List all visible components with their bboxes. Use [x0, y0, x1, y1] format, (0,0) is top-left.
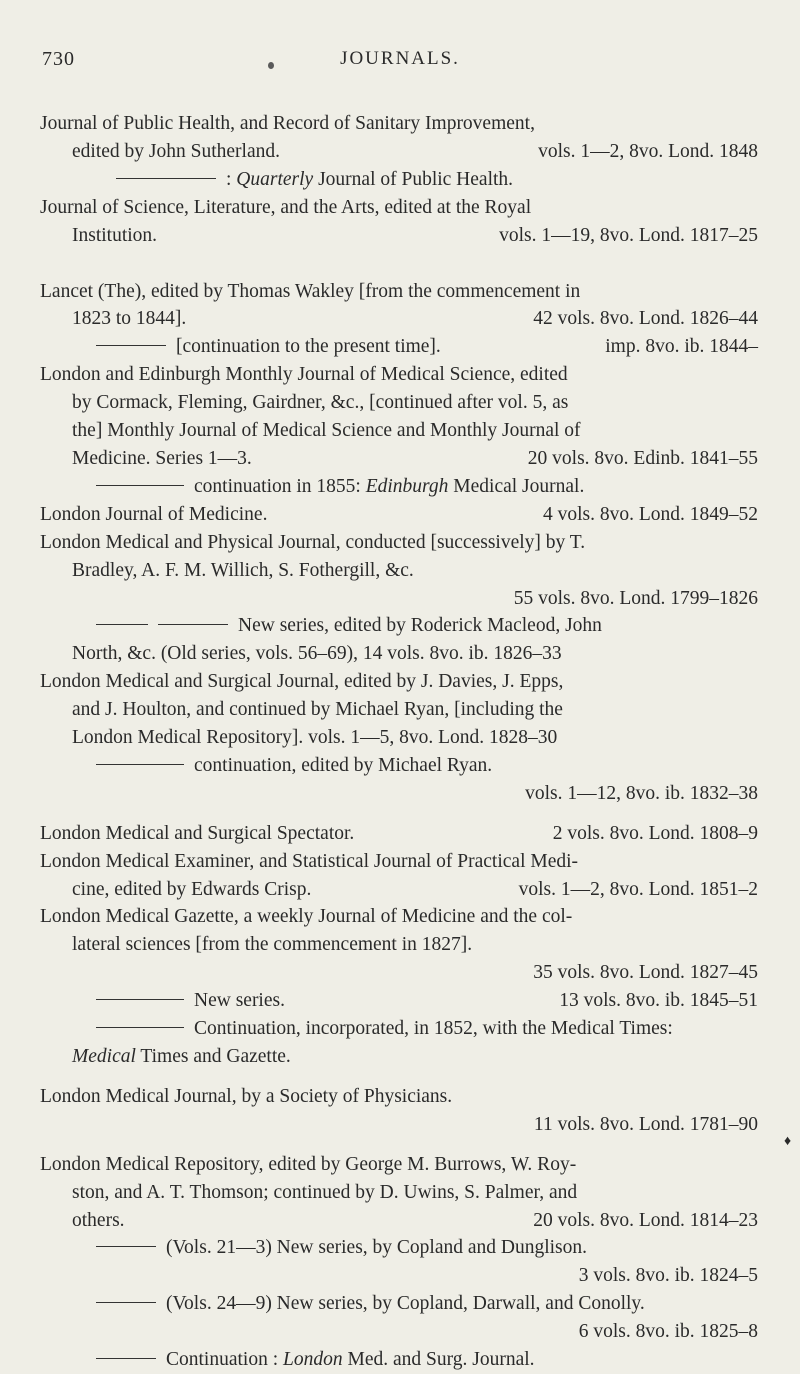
- journal-entry: [40, 903, 758, 1070]
- entry-volumes: 35 vols. 8vo. Lond. 1827–45: [533, 962, 758, 984]
- entry-volumes: 11 vols. 8vo. Lond. 1781–90: [533, 1113, 758, 1135]
- entry-line: cine, edited by Edwards Crisp.: [72, 878, 312, 900]
- continuation-line: Medical Times and Gazette.: [72, 1046, 291, 1067]
- entry-line: London Medical Examiner, and Statistical Journal of Practical Medi-: [40, 850, 579, 872]
- page-number: 730: [42, 48, 75, 70]
- ditto-dash: [96, 624, 148, 625]
- continuation-line: (Vols. 21—3) New series, by Copland and Dunglison.: [40, 1234, 758, 1262]
- journal-entry: [40, 361, 758, 501]
- entry-volumes: 2 vols. 8vo. Lond. 1808–9: [552, 822, 758, 844]
- entry-volumes: 55 vols. 8vo. Lond. 1799–1826: [513, 587, 758, 609]
- ditto-dash: [96, 485, 184, 486]
- entry-line: Journal of Public Health, and Record of Sanitary Improvement,: [40, 113, 535, 134]
- journal-entry: [40, 1151, 758, 1374]
- journal-entry: [40, 848, 758, 904]
- entry-line: ston, and A. T. Thomson; continued by D. Uwins, S. Palmer, and: [72, 1181, 578, 1203]
- entry-line: others.: [72, 1209, 125, 1231]
- entry-line: London Journal of Medicine.: [40, 503, 268, 525]
- journal-entry: [40, 668, 758, 808]
- journal-entry: [40, 194, 758, 250]
- running-head: JOURNALS.: [340, 48, 460, 69]
- ditto-dash: [96, 345, 166, 346]
- continuation-line: Continuation : London Med. and Surg. Journal.: [40, 1346, 758, 1374]
- ditto-dash: [96, 999, 184, 1000]
- entry-volumes: 3 vols. 8vo. ib. 1824–5: [578, 1265, 758, 1287]
- continuation-line: Continuation, incorporated, in 1852, with the Medical Times:: [40, 1015, 758, 1043]
- ditto-dash: [96, 1358, 156, 1359]
- journal-entry: [40, 820, 758, 848]
- continuation-line: continuation, edited by Michael Ryan.: [40, 752, 758, 780]
- entry-line: 1823 to 1844].: [72, 308, 187, 330]
- entry-volumes: 20 vols. 8vo. Lond. 1814–23: [533, 1209, 758, 1231]
- entry-volumes: vols. 1—12, 8vo. ib. 1832–38: [525, 782, 758, 804]
- entry-volumes: 42 vols. 8vo. Lond. 1826–44: [533, 308, 758, 330]
- entry-line: edited by John Sutherland.: [72, 140, 280, 162]
- journal-list: [40, 110, 758, 1374]
- continuation-line: (Vols. 24—9) New series, by Copland, Darwall, and Conolly.: [40, 1290, 758, 1318]
- ditto-dash: [96, 1027, 184, 1028]
- entry-line: London Medical Journal, by a Society of Physicians.: [40, 1085, 453, 1107]
- entry-line: the] Monthly Journal of Medical Science and Monthly Journal of: [72, 420, 581, 442]
- ditto-dash: [158, 624, 228, 625]
- continuation-line: North, &c. (Old series, vols. 56–69), 14 vols. 8vo. ib. 1826–33: [72, 643, 562, 665]
- continuation-line: : Quarterly Journal of Public Health.: [40, 166, 758, 194]
- entry-line: London Medical and Surgical Spectator.: [40, 822, 355, 844]
- entry-line: London Medical Gazette, a weekly Journal of Medicine and the col-: [40, 906, 573, 928]
- entry-line: Bradley, A. F. M. Willich, S. Fothergill, &c.: [72, 559, 414, 581]
- entry-volumes: 20 vols. 8vo. Edinb. 1841–55: [527, 447, 758, 469]
- page-header: [42, 48, 758, 78]
- margin-mark: ♦: [784, 1134, 792, 1149]
- continuation-line: New series. 13 vols. 8vo. ib. 1845–51: [40, 987, 758, 1015]
- entry-volumes: 4 vols. 8vo. Lond. 1849–52: [542, 503, 758, 525]
- entry-line: Lancet (The), edited by Thomas Wakley [from the commencement in: [40, 280, 581, 302]
- entry-line: London Medical and Physical Journal, conducted [successively] by T.: [40, 531, 586, 553]
- entry-line: London Medical Repository]. vols. 1—5, 8vo. Lond. 1828–30: [72, 727, 558, 749]
- entry-line: London Medical Repository, edited by George M. Burrows, W. Roy-: [40, 1153, 577, 1175]
- entry-line: Medicine. Series 1—3.: [72, 447, 252, 469]
- entry-line: Journal of Science, Literature, and the Arts, edited at the Royal: [40, 196, 532, 218]
- entry-volumes: 6 vols. 8vo. ib. 1825–8: [578, 1321, 758, 1343]
- entry-line: Institution.: [72, 224, 158, 246]
- entry-line: London and Edinburgh Monthly Journal of Medical Science, edited: [40, 364, 568, 386]
- ditto-dash: [96, 764, 184, 765]
- ditto-dash: [96, 1246, 156, 1247]
- journal-entry: [40, 278, 758, 362]
- entry-line: lateral sciences [from the commencement in 1827].: [72, 934, 473, 956]
- entry-volumes: vols. 1—2, 8vo. Lond. 1848: [538, 140, 758, 162]
- ditto-dash: [116, 178, 216, 179]
- entry-volumes: vols. 1—19, 8vo. Lond. 1817–25: [499, 224, 758, 246]
- continuation-line: New series, edited by Roderick Macleod, John: [40, 612, 758, 640]
- continuation-line: [continuation to the present time]. imp. 8vo. ib. 1844–: [40, 333, 758, 361]
- ditto-dash: [96, 1302, 156, 1303]
- journal-entry: [40, 501, 758, 529]
- continuation-line: continuation in 1855: Edinburgh Medical Journal.: [40, 473, 758, 501]
- entry-line: by Cormack, Fleming, Gairdner, &c., [continued after vol. 5, as: [72, 392, 569, 414]
- journal-entry: [40, 110, 758, 194]
- journal-entry: [40, 1083, 758, 1139]
- entry-volumes: vols. 1—2, 8vo. Lond. 1851–2: [518, 878, 758, 900]
- journal-entry: [40, 529, 758, 669]
- entry-line: London Medical and Surgical Journal, edited by J. Davies, J. Epps,: [40, 671, 564, 693]
- entry-line: and J. Houlton, and continued by Michael Ryan, [including the: [72, 699, 563, 721]
